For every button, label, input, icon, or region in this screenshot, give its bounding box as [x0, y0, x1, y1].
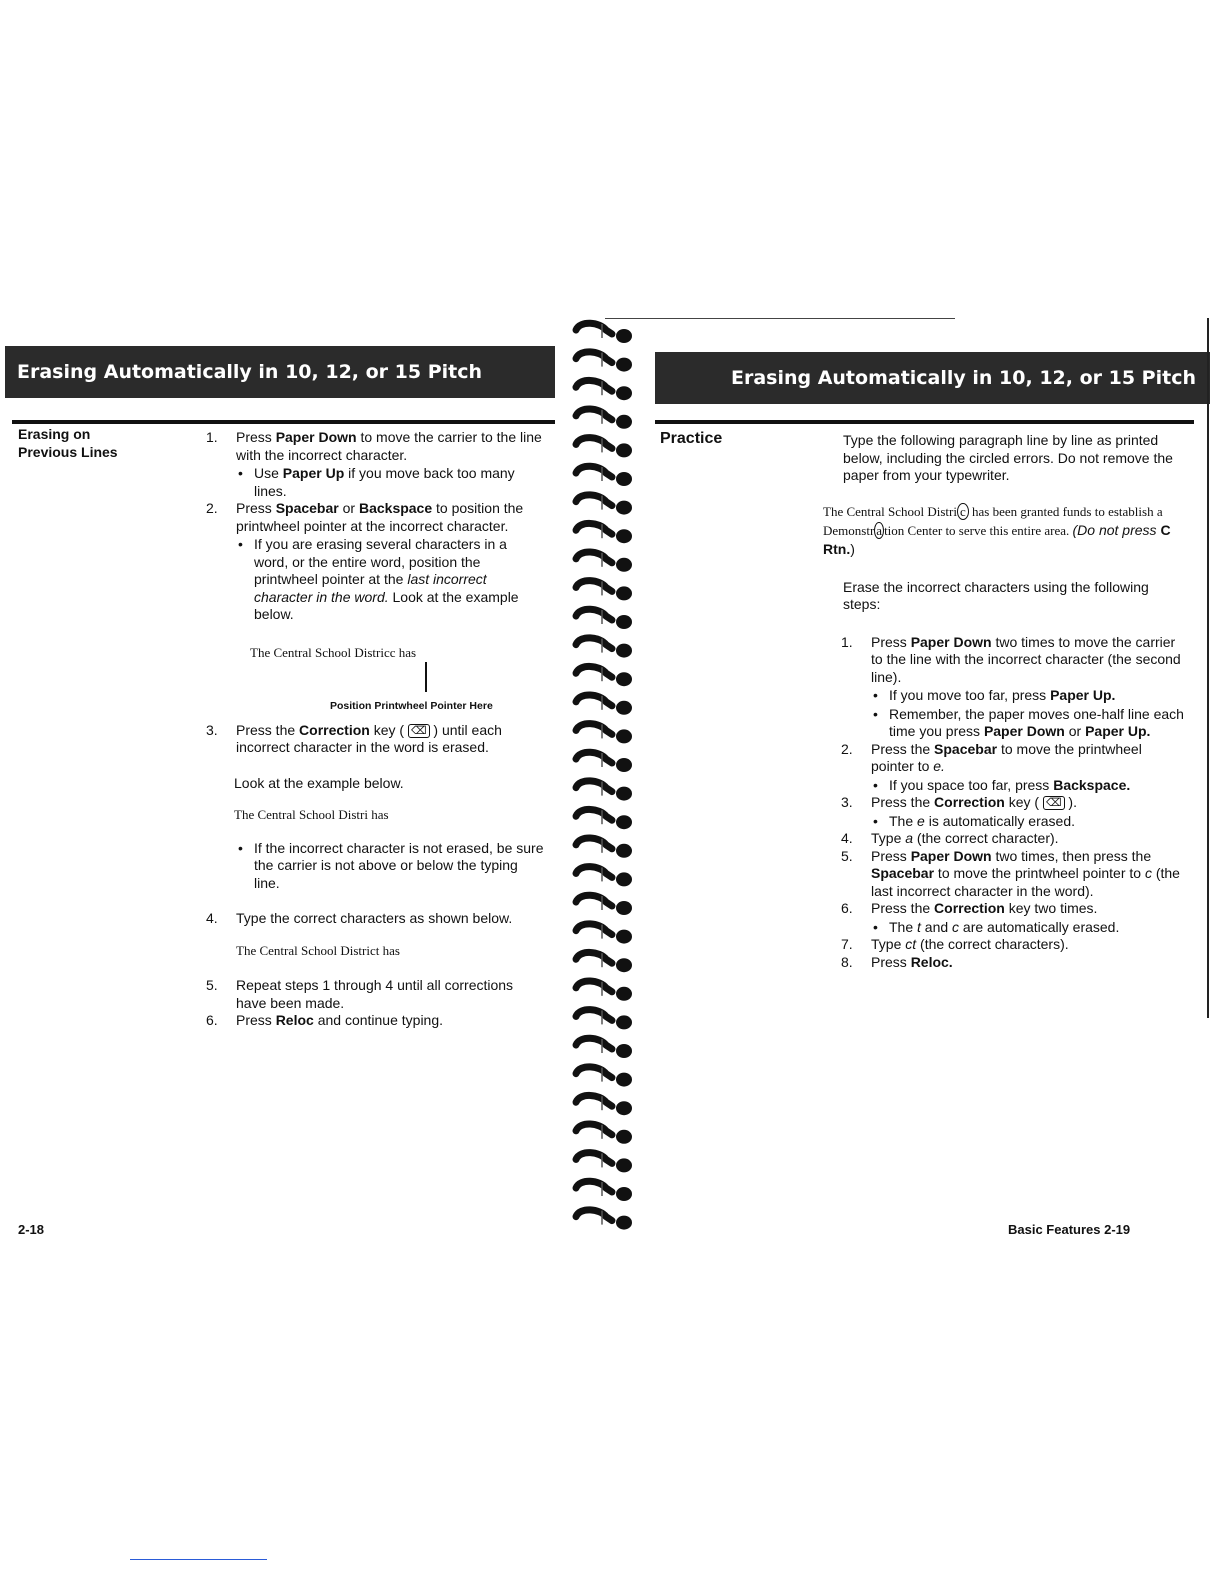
spiral-coil: [576, 1095, 632, 1115]
spiral-coil: [576, 409, 632, 429]
bullet: [236, 840, 545, 893]
key-name: Spacebar: [871, 865, 935, 881]
step-number: 3.: [206, 721, 218, 738]
step-number: 2.: [206, 500, 218, 516]
side-heading: Practice: [660, 430, 723, 447]
spiral-coil: [576, 1038, 632, 1058]
key-name: Paper Down: [983, 723, 1065, 739]
text: Repeat steps 1 through 4 until all corrections have been made.: [236, 977, 514, 1011]
step-number: 6.: [206, 1012, 218, 1028]
emphasis: t: [917, 918, 921, 935]
text: or: [338, 500, 359, 516]
step-number: 5.: [841, 847, 853, 864]
step-4: [200, 910, 545, 959]
side-heading-line: Erasing on: [18, 426, 91, 442]
spiral-coil: [576, 438, 632, 458]
blue-underline: [130, 1559, 267, 1560]
text: and continue typing.: [313, 1012, 444, 1028]
step-number: 1.: [206, 429, 218, 445]
banner-title: Erasing Automatically in 10, 12, or 15 Pitch: [730, 367, 1196, 389]
text: If you move too far, press: [889, 687, 1051, 703]
practice-steps: [835, 634, 1188, 972]
text: Type the correct characters as shown below.: [236, 910, 513, 926]
step-number: 6.: [841, 900, 853, 916]
step-number: 4.: [206, 910, 218, 926]
practice-step-5: [835, 848, 1188, 901]
emphasis: e.: [933, 758, 945, 774]
pointer-label: Position Printwheel Pointer Here: [330, 699, 493, 712]
spiral-coil: [576, 695, 632, 715]
text: is automatically erased.: [924, 812, 1075, 829]
step-number: 3.: [841, 794, 853, 810]
text: Press the: [236, 721, 300, 738]
bullet: [236, 465, 545, 500]
practice-sample: [823, 503, 1183, 559]
key-name: Reloc: [275, 1012, 314, 1028]
spiral-coil: [576, 466, 632, 486]
text: The Central School Distri: [823, 503, 957, 519]
spiral-coil: [576, 1067, 632, 1087]
spiral-coil: [576, 638, 632, 658]
spiral-coil: [576, 581, 632, 601]
text: to move the printwheel pointer to: [934, 865, 1145, 881]
practice-step-8: [835, 954, 1188, 972]
text: Press: [236, 1012, 276, 1028]
text: Press: [236, 429, 276, 445]
spiral-coil: [576, 352, 632, 372]
text: If you are erasing several characters in a word, or the entire word, position the printwheel pointer at the: [254, 536, 507, 587]
text: Press the: [871, 900, 935, 916]
step-number: 7.: [841, 936, 853, 952]
practice-step-6: [835, 900, 1188, 936]
spiral-coil: [576, 781, 632, 801]
example-1: [200, 642, 545, 716]
text: (the correct characters).: [916, 936, 1069, 952]
step-number: 4.: [841, 830, 853, 846]
correction-key-icon: ⌫: [408, 724, 430, 738]
text: to position the printwheel pointer at the incorrect character.: [236, 500, 524, 534]
practice-step-7: [835, 936, 1188, 954]
key-name: Correction: [299, 721, 370, 738]
side-heading-line: Previous Lines: [18, 444, 118, 460]
text: The: [889, 812, 918, 829]
spiral-coil: [576, 752, 632, 772]
side-heading: [18, 425, 178, 461]
key-name: Backspace.: [1053, 776, 1131, 793]
emphasis: a: [905, 830, 914, 846]
key-name: Correction: [934, 794, 1005, 810]
practice-step-4: [835, 830, 1188, 848]
key-name: Paper Up.: [1050, 687, 1116, 703]
text: has been granted funds to establish a Demonstr: [823, 503, 1163, 538]
example-text: The Central School District has: [236, 942, 400, 958]
spiral-coil: [576, 1210, 632, 1230]
text: Press: [236, 500, 276, 516]
example-text: The Central School Distri has: [234, 807, 389, 822]
text: Erase the incorrect characters using the following steps:: [843, 578, 1149, 612]
step-5: [200, 977, 545, 1012]
step-number: 8.: [841, 953, 853, 970]
text: If the incorrect character is not erased, be sure the carrier is not above or below the typing line.: [254, 839, 544, 891]
banner-title: Erasing Automatically in 10, 12, or 15 Pitch: [17, 361, 483, 383]
text: key (: [369, 721, 408, 738]
spiral-coil: [576, 552, 632, 572]
spiral-coil: [576, 867, 632, 887]
spiral-coil: [576, 809, 632, 829]
correction-key-icon: ⌫: [1043, 796, 1065, 810]
page-number: 2-18: [18, 1222, 45, 1237]
section-banner: [5, 346, 555, 398]
text: Press: [871, 847, 911, 864]
emphasis: last incorrect character in the word.: [254, 571, 487, 605]
spiral-coil: [576, 1124, 632, 1144]
text: Remember, the paper moves one-half line each time you press: [889, 705, 1184, 739]
bullet: [871, 687, 1188, 705]
key-name: Paper Down: [275, 429, 357, 445]
spiral-coil: [576, 924, 632, 944]
key-name: Paper Up.: [1085, 723, 1151, 739]
pointer-marker: [425, 662, 427, 692]
key-name: Correction: [934, 900, 1005, 916]
text: Look at the example below.: [234, 774, 404, 791]
text: two times, then press the: [991, 847, 1152, 864]
step-number: 1.: [841, 633, 853, 650]
text: to move the carrier to the line with the incorrect character.: [236, 429, 542, 463]
step-1: [200, 429, 545, 500]
intro-text: Type the following paragraph line by line as printed below, including the circled errors. Do not remove the paper from your typewriter.: [843, 432, 1173, 483]
text: to move the printwheel pointer to: [871, 740, 1142, 774]
text: Type: [871, 936, 906, 952]
spiral-coil: [576, 1010, 632, 1030]
section-banner: [655, 352, 1210, 404]
instructions: [200, 429, 545, 1030]
spiral-coil: [576, 838, 632, 858]
text: If you space too far, press: [889, 776, 1054, 793]
spiral-coil: [576, 666, 632, 686]
key-name: C Rtn.: [823, 521, 1171, 557]
step-6: [200, 1012, 545, 1030]
section-rule: [12, 420, 555, 424]
text: Press the: [871, 740, 935, 757]
bullet: [871, 919, 1188, 937]
practice-instructions: [823, 432, 1188, 971]
spiral-coil: [576, 981, 632, 1001]
spiral-coil: [576, 523, 632, 543]
emphasis: c: [1144, 865, 1152, 881]
text: key two times.: [1004, 900, 1098, 916]
text: (the last incorrect character in the word).: [871, 865, 1180, 899]
page-edge-line: [1207, 318, 1209, 1018]
text: The: [889, 918, 918, 935]
text: and: [920, 918, 953, 935]
emphasis: ct: [905, 936, 917, 952]
spiral-coil: [576, 1153, 632, 1173]
bullet: [236, 536, 545, 624]
practice-step-2: [835, 741, 1188, 795]
text: key (: [1004, 794, 1043, 810]
note-text: (Do not press: [1072, 521, 1161, 538]
bullet: [871, 777, 1188, 795]
key-name: Paper Down: [910, 633, 992, 650]
text: ): [850, 540, 855, 557]
spiral-binding: [566, 312, 656, 1242]
key-name: Spacebar: [934, 740, 998, 757]
spiral-coil: [576, 895, 632, 915]
text: Type: [871, 830, 906, 846]
circled-error: a: [876, 522, 883, 538]
right-page: [650, 0, 1224, 1584]
step-3: [200, 722, 545, 893]
text: are automatically erased.: [959, 918, 1120, 935]
step-number: 2.: [841, 740, 853, 757]
practice-step-3: [835, 794, 1188, 830]
key-name: Paper Up: [282, 465, 345, 481]
spiral-coil: [576, 952, 632, 972]
page-number: Basic Features 2-19: [1008, 1222, 1131, 1237]
spiral-coil: [576, 724, 632, 744]
spiral-coil: [576, 380, 632, 400]
text: if you move back too many lines.: [254, 465, 515, 499]
text: Use: [254, 465, 283, 481]
text: Look at the example below.: [254, 588, 519, 622]
key-name: Paper Down: [910, 847, 992, 864]
spiral-coil: [576, 609, 632, 629]
text: Press: [871, 953, 911, 970]
bullet: [871, 813, 1188, 831]
text: tion Center to serve this entire area.: [884, 522, 1070, 538]
step-2: [200, 500, 545, 624]
practice-step-1: [835, 634, 1188, 741]
key-name: Backspace: [358, 500, 433, 516]
section-rule: [655, 420, 1194, 424]
spiral-coil: [576, 495, 632, 515]
text: or: [1064, 723, 1086, 739]
emphasis: c: [952, 918, 960, 935]
text: ) until each incorrect character in the word is erased.: [236, 721, 502, 755]
text: Press: [871, 633, 911, 650]
step-number: 5.: [206, 977, 218, 993]
circled-error: c: [957, 503, 969, 520]
text: Press the: [871, 794, 935, 810]
spiral-coil: [576, 323, 632, 343]
bullet: [871, 706, 1188, 741]
text: (the correct character).: [913, 830, 1059, 846]
text: two times to move the carrier to the line with the incorrect character (the second line).: [871, 633, 1181, 685]
emphasis: e: [917, 812, 925, 829]
key-name: Spacebar: [275, 500, 339, 516]
text: ).: [1064, 794, 1077, 810]
left-page: [0, 0, 560, 1584]
spiral-coil: [576, 1181, 632, 1201]
example-text: The Central School Districc has: [250, 644, 417, 660]
key-name: Reloc.: [910, 953, 953, 970]
